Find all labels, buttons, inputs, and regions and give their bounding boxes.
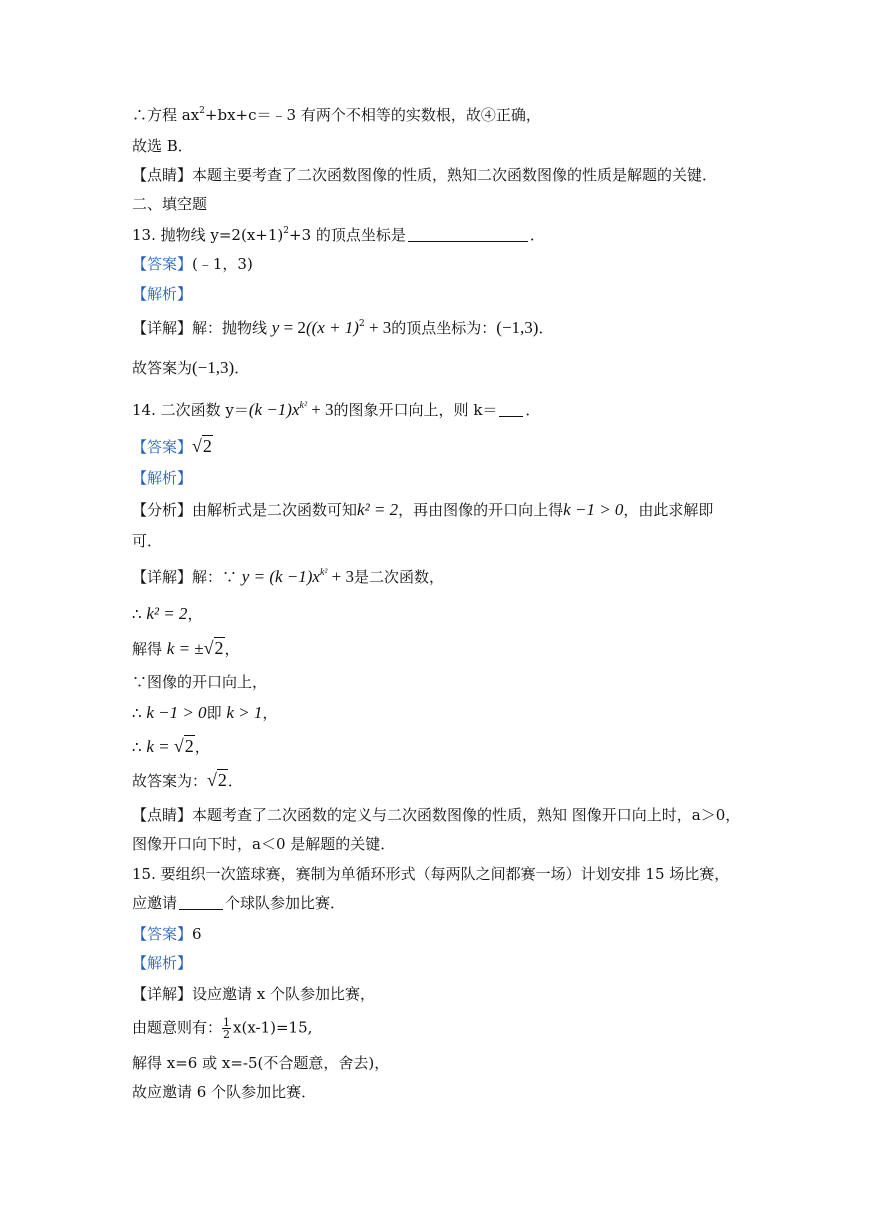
step-line: ∵图像的开口向上， (132, 673, 268, 691)
step-line: 解得 x=6 或 x=-5(不合题意，舍去)， (132, 1054, 390, 1072)
answer-15: 【答案】6 (132, 925, 202, 943)
detail-15: 【详解】设应邀请 x 个队参加比赛， (132, 985, 376, 1003)
equation-line: 由题意则有： $\frac{1}{2}$ x(x-1)=15, (132, 1016, 313, 1041)
text-line: 可． (132, 532, 163, 550)
detail-13: 【详解】解：抛物线 $y = 2((x + 1)^2 + 3$的顶点坐标为：(−1,3)． (132, 318, 554, 337)
analysis-label: 【解析】 (132, 469, 193, 487)
answer-blank (499, 402, 523, 417)
detail-14: 【详解】解：∵ $y = (k -1)x^{k^2} + 3$是二次函数， (132, 567, 444, 586)
fraction: $\frac{1}{2}$ (223, 1016, 231, 1041)
answer-13: 【答案】(﹣1，3) (132, 255, 253, 273)
step-line: 解得 k = ±√2， (132, 638, 240, 658)
analysis-label: 【解析】 (132, 954, 193, 972)
question-14: 14. 二次函数 $y=(k -1)x^{k^2} + 3$的图象开口向上，则 k＝ ． (132, 400, 541, 419)
step-line: ∴ k = √2， (132, 736, 210, 756)
section-heading: 二、填空题 (132, 195, 208, 213)
question-15-cont: 应邀请 个球队参加比赛． (132, 894, 346, 912)
text-line: 【点睛】本题主要考查了二次函数图像的性质，熟知二次函数图像的性质是解题的关键． (132, 166, 718, 184)
final-15: 故应邀请 6 个队参加比赛． (132, 1083, 317, 1101)
text-line: ∴方程 $ax^2+bx+c=﹣3$ 有两个不相等的实数根，故④正确， (132, 106, 541, 124)
answer-14: 【答案】√2 (132, 436, 212, 456)
question-13: 13. 抛物线 $y=2(x+1)^2+3$ 的顶点坐标是 ． (132, 226, 545, 244)
text-line: 故选 B． (132, 137, 193, 155)
step-line: ∴ k −1 > 0即 k > 1， (132, 703, 278, 722)
final-13: 故答案为(−1,3)． (132, 358, 250, 377)
step-line: ∴ k² = 2， (132, 604, 203, 623)
answer-blank (179, 895, 223, 910)
analysis-14: 【分析】由解析式是二次函数可知k² = 2，再由图像的开口向上得k −1 > 0，由此求解即 (132, 500, 714, 519)
question-15: 15. 要组织一次篮球赛，赛制为单循环形式（每两队之间都赛一场）计划安排 15 场比赛， (132, 865, 730, 883)
final-14: 故答案为：√2． (132, 770, 243, 790)
text-line: 图像开口向下时，a＜0 是解题的关键． (132, 835, 396, 853)
analysis-label: 【解析】 (132, 285, 193, 303)
answer-blank (408, 227, 528, 242)
key-point-14: 【点睛】本题考查了二次函数的定义与二次函数图像的性质，熟知 图像开口向上时，a＞0， (132, 806, 741, 824)
